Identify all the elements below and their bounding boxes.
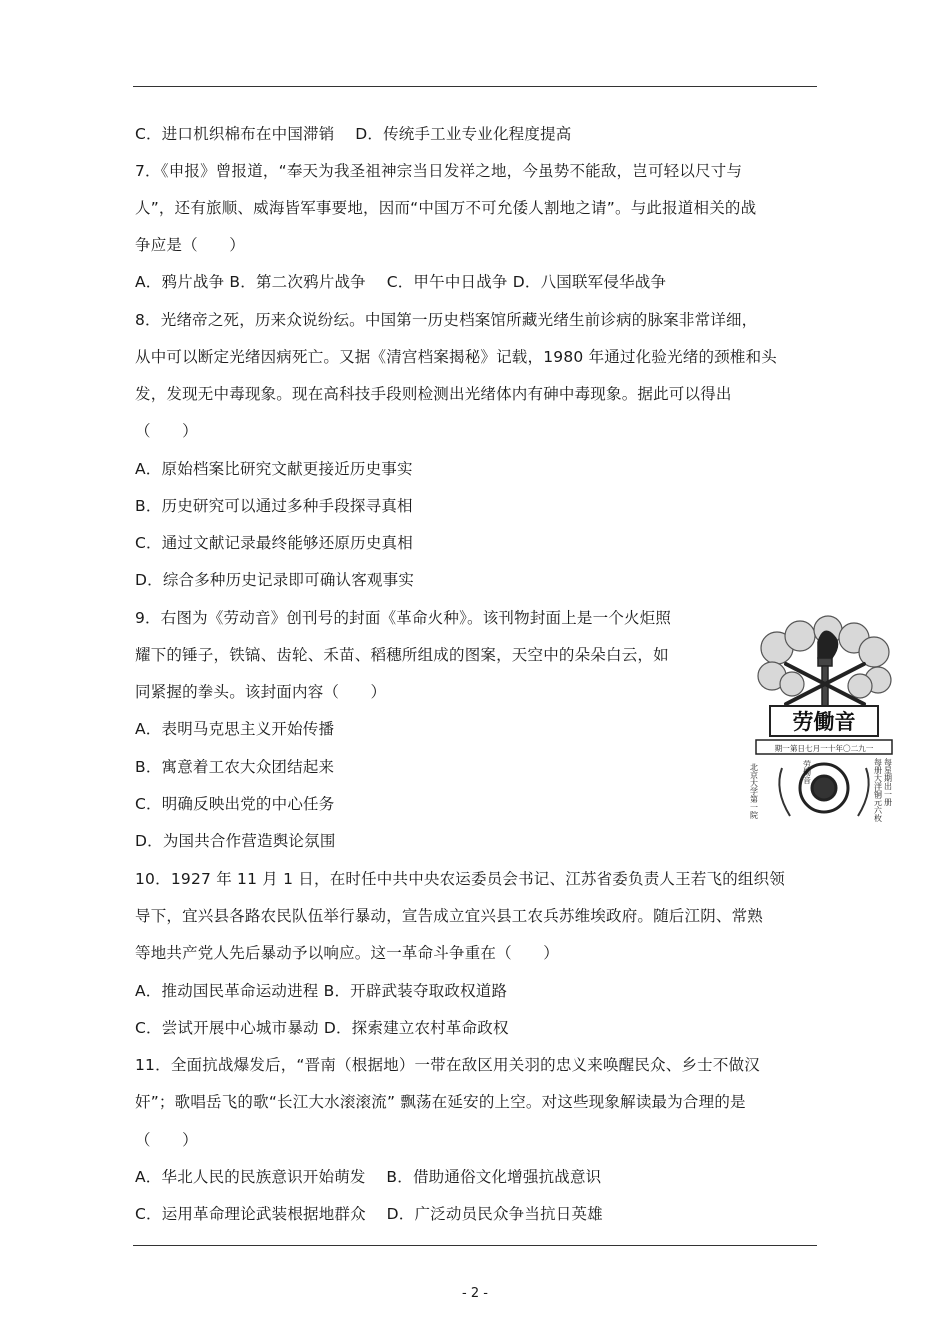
question-7-cont: 争应是（ ） [135, 236, 245, 254]
question-9: 9．右图为《劳动音》创刊号的封面《革命火种》。该刊物封面上是一个火炬照 [135, 609, 672, 627]
question-8-cont: 从中可以断定光绪因病死亡。又据《清宫档案揭秘》记载，1980 年通过化验光绪的颈椎和头 [135, 348, 777, 366]
question-8-option-a: A．原始档案比研究文献更接近历史事实 [135, 460, 413, 478]
header-rule [133, 86, 817, 87]
question-7-cont: 人”，还有旅顺、威海皆军事要地，因而“中国万不可允倭人割地之请”。与此报道相关的战 [135, 199, 757, 217]
question-10-cont: 导下，宜兴县各路农民队伍举行暴动，宣告成立宜兴县工农兵苏维埃政府。随后江阴、常熟 [135, 907, 764, 925]
question-10-options: C．尝试开展中心城市暴动 D．探索建立农村革命政权 [135, 1019, 509, 1037]
question-8-option-c: C．通过文献记录最终能够还原历史真相 [135, 534, 413, 552]
question-7: 7．《申报》曾报道，“奉天为我圣祖神宗当日发祥之地，今虽势不能敌，岂可轻以尺寸与 [135, 162, 743, 180]
magazine-cover-image [749, 618, 895, 822]
side-text: 劳働音 [802, 760, 812, 784]
question-8-cont: （ ） [135, 422, 198, 440]
question-11-cont: （ ） [135, 1131, 198, 1149]
question-8-option-b: B．历史研究可以通过多种手段探寻真相 [135, 497, 413, 515]
side-text: 每册大洋铜元六枚 [873, 758, 883, 822]
side-text: 每星期出一册 [883, 758, 893, 806]
question-10-cont: 等地共产党人先后暴动予以响应。这一革命斗争重在（ ） [135, 944, 559, 962]
question-8-option-d: D．综合多种历史记录即可确认客观事实 [135, 571, 415, 589]
question-9-option-a: A．表明马克思主义开始传播 [135, 720, 335, 738]
magazine-cover-figure [749, 618, 895, 822]
question-11-options: A．华北人民的民族意识开始萌发 B．借助通俗文化增强抗战意识 [135, 1168, 602, 1186]
question-10-options: A．推动国民革命运动进程 B．开辟武装夺取政权道路 [135, 982, 508, 1000]
question-9-cont: 同紧握的拳头。该封面内容（ ） [135, 683, 387, 701]
question-7-options: A．鸦片战争 B．第二次鸦片战争 C．甲午中日战争 D．八国联军侵华战争 [135, 273, 667, 291]
question-11-options: C．运用革命理论武装根据地群众 D．广泛动员民众争当抗日英雄 [135, 1205, 603, 1223]
question-9-option-d: D．为国共合作营造舆论氛围 [135, 832, 336, 850]
torch-icon [818, 631, 838, 710]
question-10: 10．1927 年 11 月 1 日，在时任中共中央农运委员会书记、江苏省委负责人王若飞的组织领 [135, 870, 785, 888]
question-8: 8．光绪帝之死，历来众说纷纭。中国第一历史档案馆所藏光绪生前诊病的脉案非常详细， [135, 311, 758, 329]
question-11-cont: 奸”；歌唱岳飞的歌“长江大水滚滚流” 飘荡在延安的上空。对这些现象解读最为合理的是 [135, 1093, 746, 1111]
question-9-option-c: C．明确反映出党的中心任务 [135, 795, 335, 813]
question-11: 11．全面抗战爆发后，“晋南（根据地）一带在敌区用关羽的忠义来唤醒民众、乡士不做汉 [135, 1056, 760, 1074]
issue-line: 期一第日七月一十年〇二九一 [774, 744, 874, 753]
question-9-option-b: B．寓意着工农大众团结起来 [135, 758, 335, 776]
option-line: C．进口机织棉布在中国滞销 D．传统手工业专业化程度提高 [135, 125, 572, 143]
side-text: 北京大学第一院 [749, 763, 759, 819]
masthead-title: 劳働音 [792, 709, 856, 734]
page-number: - 2 - [462, 1286, 488, 1301]
question-9-cont: 耀下的锤子，铁镐、齿轮、禾苗、稻穗所组成的图案，天空中的朵朵白云，如 [135, 646, 669, 664]
footer-rule [133, 1245, 817, 1246]
question-8-cont: 发，发现无中毒现象。现在高科技手段则检测出光绪体内有砷中毒现象。据此可以得出 [135, 385, 732, 403]
